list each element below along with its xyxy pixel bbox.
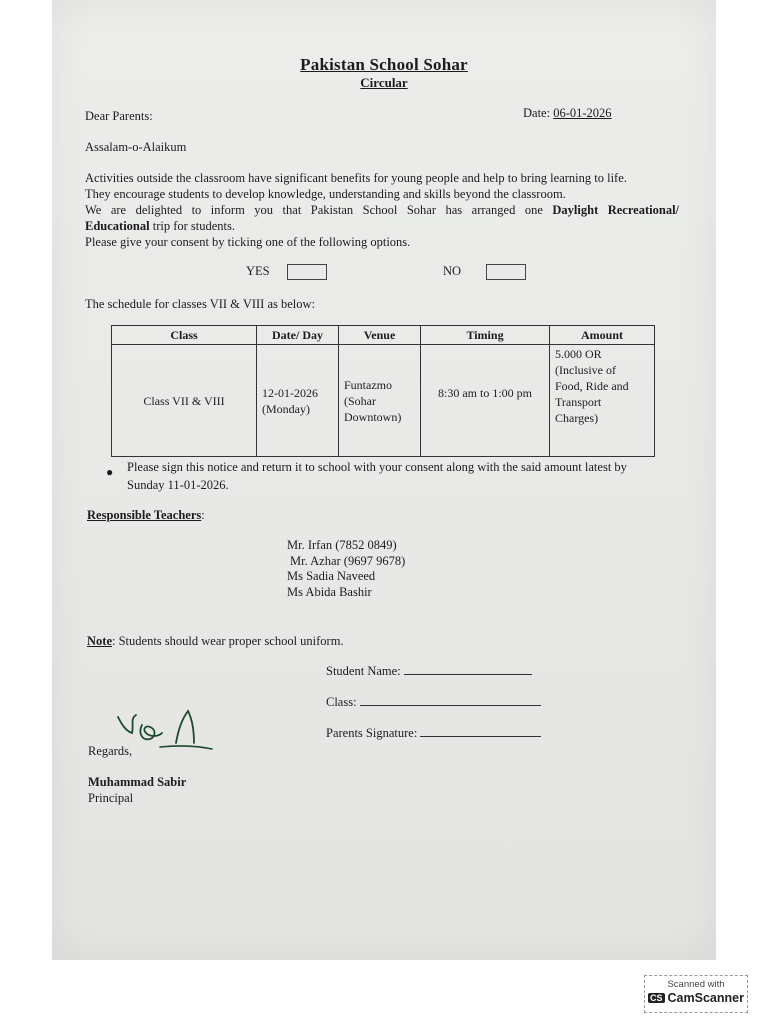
camscanner-brand-text: CamScanner [667,991,744,1005]
no-label: NO [443,264,462,278]
paragraph-3-start: We are delighted to inform you that Pakistan School Sohar has arranged one [85,203,543,217]
trip-type-bold: Daylight Recreational/ [552,203,680,217]
schedule-table [111,325,655,457]
cell-date [257,345,339,457]
paragraph-3-cont [85,218,679,234]
principal-name: Muhammad Sabir [88,775,187,789]
col-header-amount: Amount [550,326,655,345]
cell-amount-line-1: 5.000 OR [555,347,602,361]
cell-venue-line-1: Funtazmo [344,377,392,392]
cell-venue-line-3: Downtown) [344,409,402,424]
principal-title: Principal [88,791,134,805]
note-line [87,634,344,649]
cell-day-value: (Monday) [262,401,310,416]
col-header-date: Date/ Day [257,326,339,345]
teachers-heading-colon: : [201,508,205,522]
parents-signature-field[interactable] [326,726,541,741]
teacher-item: Ms Abida Bashir [287,584,372,599]
paragraph-3 [85,202,679,218]
parents-signature-line[interactable] [420,735,541,737]
note-text: : Students should wear proper school uniform. [112,634,344,648]
student-name-line[interactable] [404,673,532,675]
camscanner-brand [645,991,747,1005]
schedule-intro: The schedule for classes VII & VIII as below: [85,297,316,311]
bullet-icon: ● [106,465,114,479]
cell-amount-line-3: Food, Ride and [555,379,629,393]
camscanner-badge [644,975,748,1013]
cell-timing: 8:30 am to 1:00 pm [421,345,550,457]
scanned-with-label: Scanned with [667,979,725,990]
teacher-item: Mr. Azhar (9697 9678) [290,553,406,568]
cell-amount-line-4: Transport [555,395,602,409]
teachers-heading-label: Responsible Teachers [87,508,202,522]
notice-text [127,458,687,494]
regards: Regards, [88,744,133,758]
date-value: 06-01-2026 [553,106,612,120]
cell-venue [339,345,421,457]
cell-venue-line-2: (Sohar [344,393,376,408]
col-header-venue: Venue [339,326,421,345]
date-label: Date: [523,106,551,120]
paragraph-2: They encourage students to develop knowledge, understanding and skills beyond the classroom. [85,187,566,201]
yes-checkbox[interactable] [287,264,327,280]
yes-label: YES [246,264,270,278]
paragraph-1: Activities outside the classroom have significant benefits for young people and help to bring learning to life. [85,171,627,185]
class-field[interactable] [326,695,541,710]
student-name-field[interactable] [326,664,532,679]
note-label: Note [87,634,112,648]
class-label: Class: [326,695,357,709]
cell-amount-line-5: Charges) [555,411,599,425]
student-name-label: Student Name: [326,664,401,678]
teacher-item: Ms Sadia Naveed [287,569,376,583]
table-header-row [112,326,655,345]
parents-signature-label: Parents Signature: [326,726,418,740]
class-line[interactable] [360,704,541,706]
notice-line-2: Sunday 11-01-2026. [127,478,229,492]
document-type: Circular [360,75,408,90]
school-name: Pakistan School Sohar [300,55,468,74]
col-header-class: Class [112,326,257,345]
date-line [523,106,612,121]
teacher-item: Mr. Irfan (7852 0849) [287,538,397,552]
col-header-timing: Timing [421,326,550,345]
document-page [52,0,716,960]
no-checkbox[interactable] [486,264,526,280]
cell-amount-line-2: (Inclusive of [555,363,616,377]
cell-class: Class VII & VIII [112,345,257,457]
teachers-heading [87,508,205,523]
table-row [112,345,655,457]
trip-type-bold-2: Educational [85,219,150,233]
paragraph-4: Please give your consent by ticking one of the following options. [85,235,411,249]
consent-yes [246,264,327,280]
body-paragraphs [85,170,679,250]
consent-no [443,264,526,280]
paragraph-3-end: trip for students. [152,219,236,233]
teachers-list [287,538,405,600]
cell-date-value: 12-01-2026 [262,385,318,400]
notice-line-1: Please sign this notice and return it to school with your consent along with the said amount latest by [127,460,627,474]
salutation: Dear Parents: [85,109,153,123]
camscanner-logo-icon: CS [650,993,663,1003]
cell-amount [550,345,655,457]
opening-greeting: Assalam-o-Alaikum [85,140,187,154]
